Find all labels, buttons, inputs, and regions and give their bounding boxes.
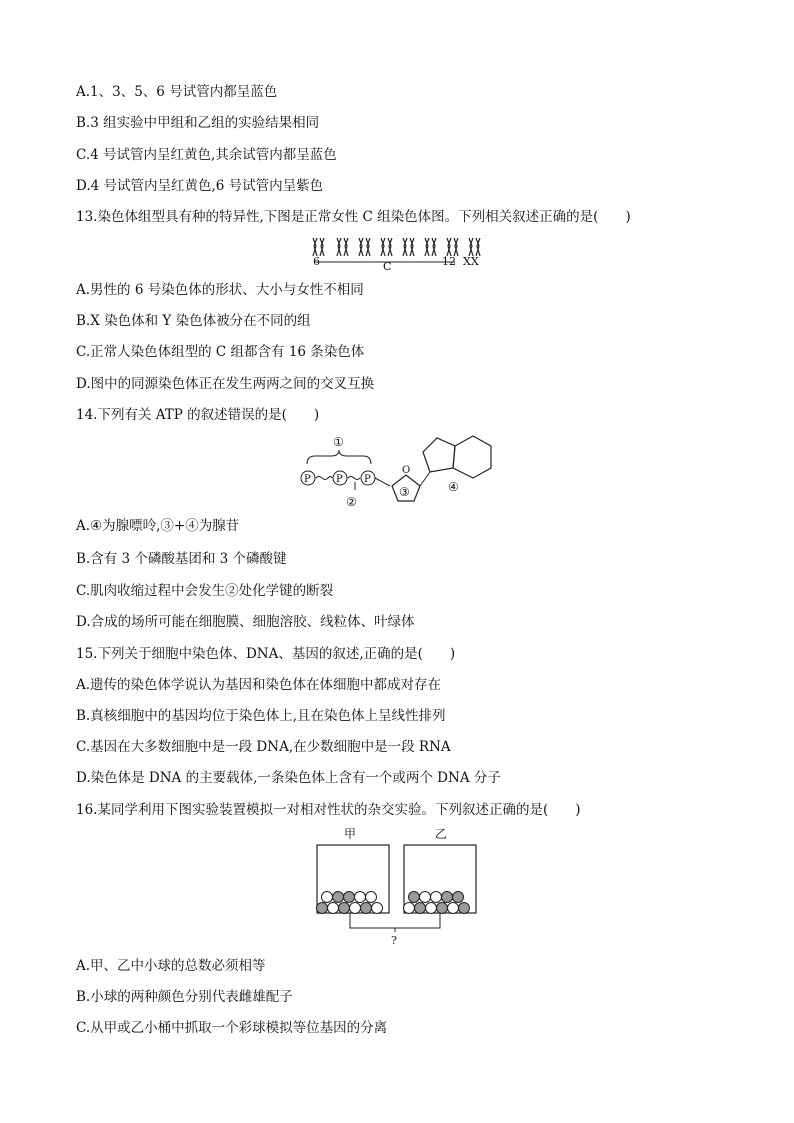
q15-option-c: C.基因在大多数细胞中是一段 DNA,在少数细胞中是一段 RNA xyxy=(76,739,451,755)
q13-option-b: B.X 染色体和 Y 染色体被分在不同的组 xyxy=(76,313,311,329)
q12-option-a: A.1、3、5、6 号试管内都呈蓝色 xyxy=(76,84,278,100)
q14-option-b: B.含有 3 个磷酸基团和 3 个磷酸键 xyxy=(76,551,287,567)
q16-option-a: A.甲、乙中小球的总数必须相等 xyxy=(76,958,266,974)
ball xyxy=(437,903,448,914)
bucket-right-label: 乙 xyxy=(435,827,448,841)
q16-option-c: C.从甲或乙小桶中抓取一个彩球模拟等位基因的分离 xyxy=(76,1020,388,1036)
ball xyxy=(361,903,372,914)
ball xyxy=(415,903,426,914)
ball xyxy=(453,892,464,903)
chromosome xyxy=(359,238,363,256)
q15-option-a: A.遗传的染色体学说认为基因和染色体在体细胞中都成对存在 xyxy=(76,677,442,693)
q13-stem: 13.染色体组型具有种的特异性,下图是正常女性 C 组染色体图。下列相关叙述正确的是( ) xyxy=(76,209,631,225)
atp-label-3: ③ xyxy=(399,485,410,499)
karyotype-sex-label: XX xyxy=(463,255,479,268)
ball xyxy=(328,903,339,914)
q16-stem: 16.某同学利用下图实验装置模拟一对相对性状的杂交实验。下列叙述正确的是( ) xyxy=(76,802,581,818)
chromosome xyxy=(432,238,436,256)
chromosome xyxy=(313,238,317,256)
ball xyxy=(333,892,344,903)
atp-label-1: ① xyxy=(333,435,344,449)
q12-option-b: B.3 组实验中甲组和乙组的实验结果相同 xyxy=(76,115,320,131)
chromosome xyxy=(425,238,429,256)
q12-option-d: D.4 号试管内呈红黄色,6 号试管内呈紫色 xyxy=(76,178,324,194)
q13-option-a: A.男性的 6 号染色体的形状、大小与女性不相同 xyxy=(76,282,364,298)
ball xyxy=(426,903,437,914)
bucket-experiment-figure xyxy=(312,824,484,952)
chromosome xyxy=(447,238,451,256)
q14-option-d: D.合成的场所可能在细胞膜、细胞溶胶、线粒体、叶绿体 xyxy=(76,614,415,630)
chromosome xyxy=(381,238,385,256)
chromosome xyxy=(337,238,341,256)
chromosome-karyotype-figure xyxy=(305,234,495,274)
chromosome xyxy=(320,238,324,256)
chromosome xyxy=(403,238,407,256)
ball xyxy=(372,903,383,914)
chromosome xyxy=(388,238,392,256)
q15-stem: 15.下列关于细胞中染色体、DNA、基因的叙述,正确的是( ) xyxy=(76,646,456,662)
karyotype-left-label: 6 xyxy=(313,255,320,268)
ball xyxy=(431,892,442,903)
phosphate-3: P xyxy=(364,474,371,485)
q14-option-a: A.④为腺嘌呤,③+④为腺苷 xyxy=(76,518,240,534)
chromosome xyxy=(469,238,473,256)
atp-label-2: ② xyxy=(346,495,357,509)
bucket-left-label: 甲 xyxy=(344,827,357,841)
ball xyxy=(409,892,420,903)
ball xyxy=(404,903,415,914)
chromosome xyxy=(410,238,414,256)
ball xyxy=(366,892,377,903)
chromosome xyxy=(366,238,370,256)
bucket-bottom-label: ? xyxy=(391,934,397,947)
chromosome xyxy=(454,238,458,256)
q14-option-c: C.肌肉收缩过程中会发生②处化学键的断裂 xyxy=(76,583,334,599)
ball xyxy=(322,892,333,903)
karyotype-right-label: 12 xyxy=(442,255,456,268)
karyotype-group-label: C xyxy=(383,260,392,273)
ball xyxy=(420,892,431,903)
phosphate-2: P xyxy=(336,474,343,485)
q14-stem: 14.下列有关 ATP 的叙述错误的是( ) xyxy=(76,407,320,423)
ball xyxy=(355,892,366,903)
chromosome xyxy=(344,238,348,256)
atp-structure-figure xyxy=(295,428,500,513)
phosphate-1: P xyxy=(304,474,311,485)
ball xyxy=(317,903,328,914)
q13-option-c: C.正常人染色体组型的 C 组都含有 16 条染色体 xyxy=(76,344,365,360)
ribose-oxygen: O xyxy=(402,465,411,476)
q15-option-b: B.真核细胞中的基因均位于染色体上,且在染色体上呈线性排列 xyxy=(76,708,446,724)
ball xyxy=(459,903,470,914)
ball xyxy=(448,903,459,914)
chromosome xyxy=(476,238,480,256)
q13-option-d: D.图中的同源染色体正在发生两两之间的交叉互换 xyxy=(76,376,375,392)
q16-option-b: B.小球的两种颜色分别代表雌雄配子 xyxy=(76,989,293,1005)
q12-option-c: C.4 号试管内呈红黄色,其余试管内都呈蓝色 xyxy=(76,147,337,163)
ball xyxy=(442,892,453,903)
ball xyxy=(344,892,355,903)
q15-option-d: D.染色体是 DNA 的主要载体,一条染色体上含有一个或两个 DNA 分子 xyxy=(76,770,501,786)
ball xyxy=(350,903,361,914)
atp-label-4: ④ xyxy=(448,480,459,494)
ball xyxy=(339,903,350,914)
